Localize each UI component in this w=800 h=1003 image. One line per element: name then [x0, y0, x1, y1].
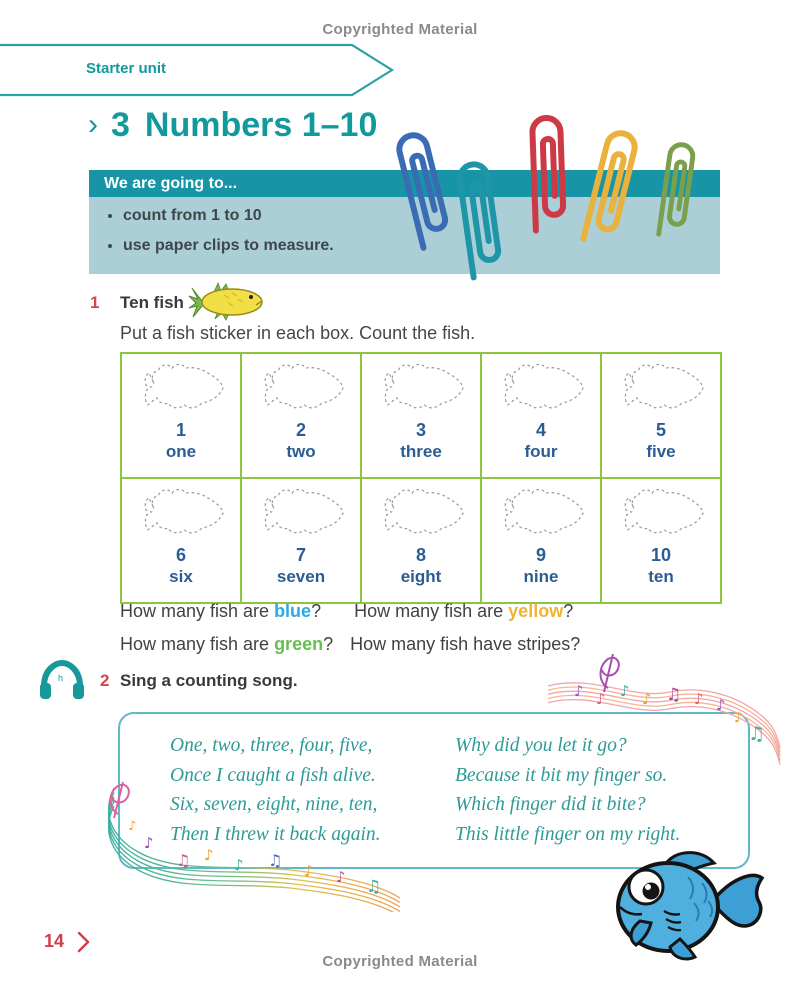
music-note-icon: ♫: [268, 851, 283, 870]
heading-chevron-icon: ›: [88, 108, 98, 141]
bottom-copyright-text: Copyrighted Material: [322, 953, 478, 970]
music-note-icon: ♫: [748, 723, 766, 745]
fish-outline-icon: [136, 361, 226, 413]
fish-outline-icon: [256, 486, 346, 538]
song-line: One, two, three, four, five,: [170, 735, 373, 756]
fish-cell: [481, 353, 601, 478]
song-line: Which finger did it bite?: [455, 794, 646, 815]
fish-outline-icon: [256, 361, 346, 413]
question-green: How many fish are green?: [120, 634, 334, 654]
page-number: 14: [44, 931, 65, 951]
exercise1-title: Ten fish: [120, 293, 184, 312]
cell-word: two: [286, 442, 316, 461]
cell-number: 9: [535, 545, 546, 565]
cell-number: 3: [415, 420, 426, 440]
fish-cell: [121, 478, 241, 603]
cell-number: 8: [415, 545, 426, 565]
goals-title: We are going to...: [89, 170, 720, 197]
cell-number: 6: [175, 545, 186, 565]
lesson-title: Numbers 1–10: [144, 106, 378, 144]
music-note-icon: ♪: [574, 682, 584, 700]
song-verse-right: [455, 731, 680, 849]
song-line: Why did you let it go?: [455, 735, 627, 756]
song-line: This little finger on my right.: [455, 823, 681, 845]
goals-body: [89, 197, 720, 274]
color-word-yellow: yellow: [508, 601, 564, 621]
lesson-heading: [88, 106, 377, 145]
unit-banner-label: Starter unit: [86, 60, 167, 77]
question-stripes: How many fish have stripes?: [350, 634, 581, 654]
cell-word: seven: [276, 567, 326, 586]
music-note-icon: ♪: [128, 819, 137, 834]
fish-cell: [241, 353, 361, 478]
fish-outline-icon: [616, 486, 706, 538]
music-note-icon: ♫: [176, 851, 191, 870]
fish-outline-icon: [616, 361, 706, 413]
song-line: Then I threw it back again.: [170, 823, 381, 845]
song-line: Because it bit my finger so.: [455, 764, 668, 786]
table-row: [121, 478, 721, 603]
headphones-icon: [37, 658, 87, 704]
treble-clef-icon: [601, 658, 619, 688]
music-note-icon: ♪: [620, 682, 630, 700]
song-verse-left: [170, 731, 381, 849]
lesson-number: 3: [111, 106, 130, 144]
cell-number: 1: [175, 420, 186, 440]
fish-cell: [361, 353, 481, 478]
top-copyright-text: Copyrighted Material: [322, 21, 478, 38]
music-note-icon: ♪: [694, 690, 704, 708]
exercise2-number: 2: [100, 671, 110, 690]
audio-mark: h: [58, 673, 64, 683]
music-note-icon: ♪: [304, 862, 314, 880]
cell-word: ten: [648, 567, 674, 586]
cell-word: one: [165, 442, 197, 461]
song-line: Once I caught a fish alive.: [170, 764, 376, 786]
yellow-fish-icon: [188, 281, 264, 321]
music-note-icon: ♫: [366, 877, 382, 897]
cell-word: four: [524, 442, 558, 461]
music-note-icon: ♪: [642, 690, 652, 708]
music-note-icon: ♪: [716, 696, 726, 714]
question-blue: How many fish are blue?: [120, 601, 322, 621]
color-word-green: green: [274, 634, 324, 654]
fish-outline-icon: [136, 486, 226, 538]
fish-cell: [481, 478, 601, 603]
question-line: [120, 634, 580, 655]
fish-counting-table: [120, 352, 722, 604]
goals-list: [89, 197, 720, 255]
music-note-icon: ♪: [144, 834, 154, 852]
fish-cell: [601, 353, 721, 478]
music-note-icon: ♪: [734, 710, 743, 726]
table-row: [121, 353, 721, 478]
cell-number: 5: [655, 420, 666, 440]
cell-word: three: [400, 442, 442, 461]
cell-number: 10: [650, 545, 672, 565]
cell-number: 2: [295, 420, 306, 440]
unit-banner-shape: [0, 42, 400, 98]
goals-box: [89, 170, 720, 274]
goal-item: • count from 1 to 10: [123, 207, 720, 225]
cell-word: six: [169, 567, 193, 586]
question-yellow: How many fish are yellow?: [354, 601, 574, 621]
fish-cell: [601, 478, 721, 603]
fish-outline-icon: [376, 361, 466, 413]
question-line: [120, 601, 580, 622]
fish-cell: [121, 353, 241, 478]
page-chevron-icon: [76, 930, 92, 954]
fish-outline-icon: [376, 486, 466, 538]
music-note-icon: ♫: [666, 685, 682, 705]
cell-number: 7: [295, 545, 306, 565]
song-line: Six, seven, eight, nine, ten,: [170, 794, 378, 815]
fish-cell: [361, 478, 481, 603]
fish-cell: [241, 478, 361, 603]
fish-outline-icon: [496, 361, 586, 413]
music-note-icon: ♪: [234, 856, 244, 874]
goal-item: • use paper clips to measure.: [123, 237, 720, 255]
cell-number: 4: [535, 420, 546, 440]
music-note-icon: ♪: [336, 868, 346, 886]
exercise1-instruction: Put a fish sticker in each box. Count the fish.: [120, 323, 476, 343]
cell-word: nine: [523, 567, 559, 586]
color-word-blue: blue: [274, 601, 312, 621]
fish-outline-icon: [496, 486, 586, 538]
cell-word: eight: [400, 567, 442, 586]
exercise1-number: 1: [90, 293, 100, 312]
music-note-icon: ♪: [596, 690, 606, 708]
exercise1-questions: [120, 601, 580, 667]
cell-word: five: [646, 442, 676, 461]
exercise2-title: Sing a counting song.: [120, 671, 298, 690]
music-note-icon: ♪: [204, 846, 214, 864]
